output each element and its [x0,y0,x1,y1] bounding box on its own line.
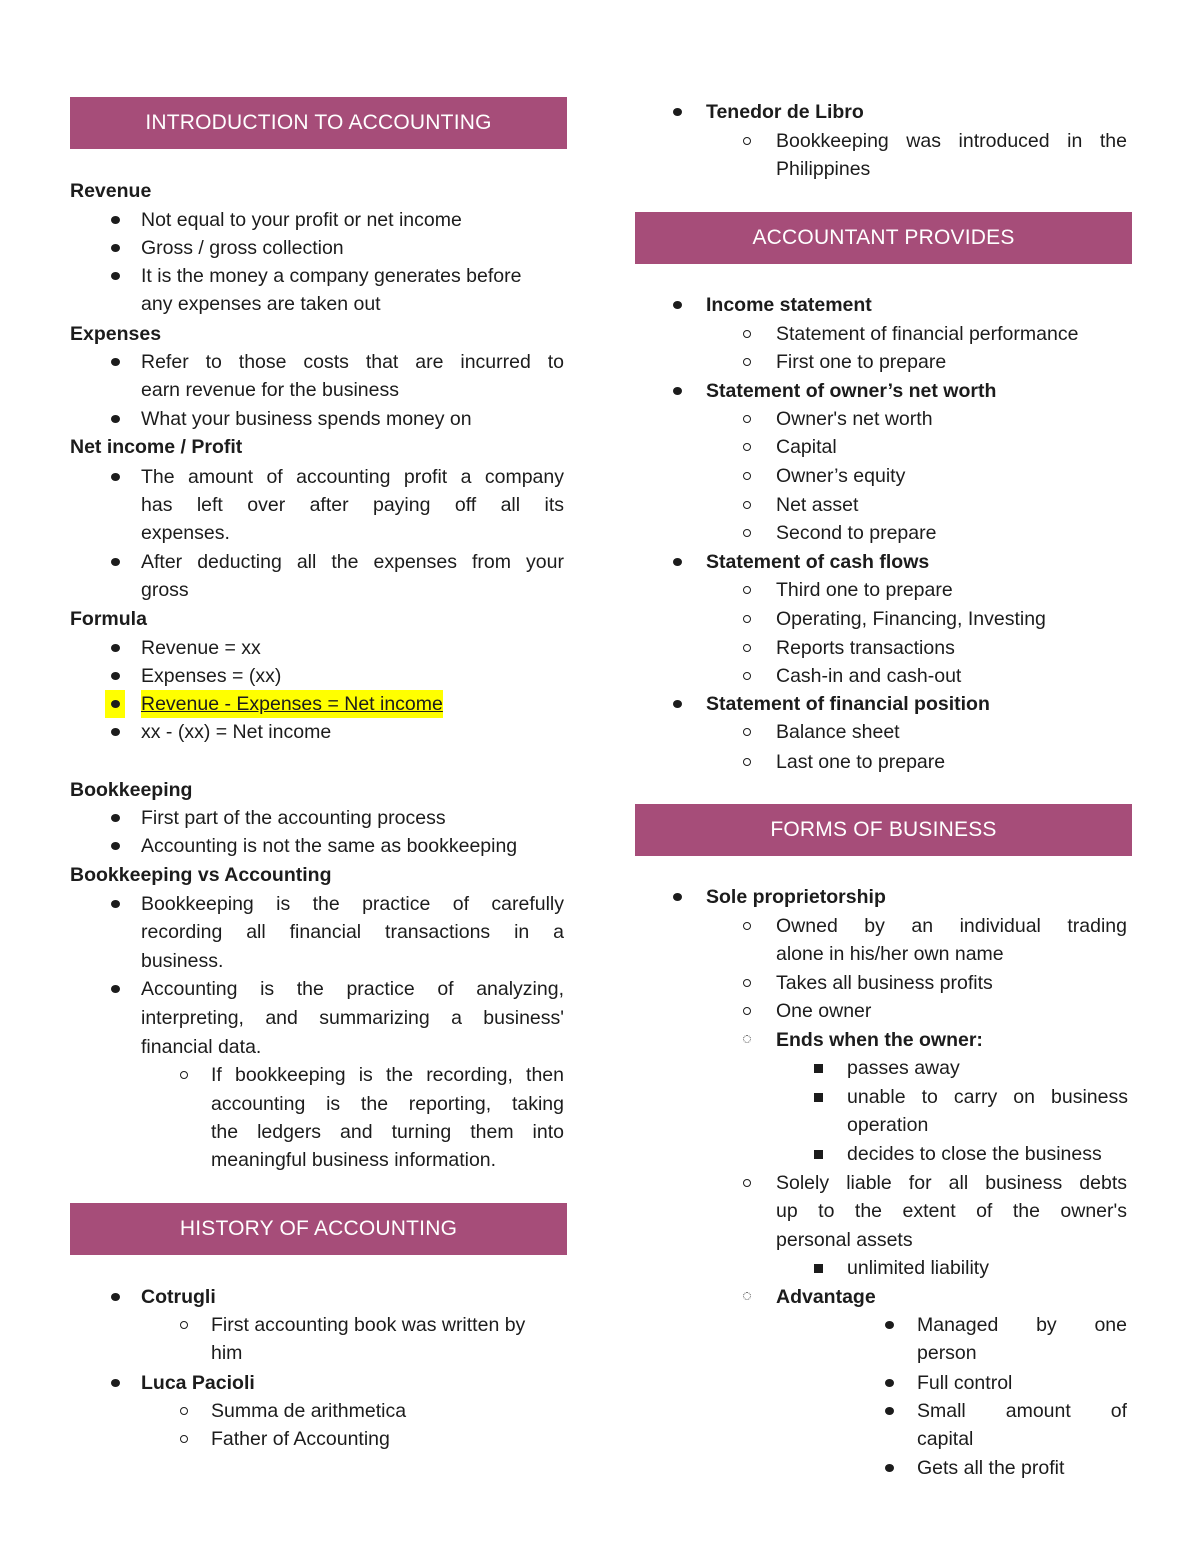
list-item: After deducting all the expenses from your [141,551,564,573]
highlighted-formula: Revenue - Expenses = Net income [141,690,443,718]
list-item: Accounting is the practice of analyzing, [141,978,564,1000]
list-item-continued: earn revenue for the business [141,379,399,401]
list-item: Bookkeeping is the practice of carefully [141,893,564,915]
bullet-icon [879,1369,899,1397]
sub-list-item: Balance sheet [776,721,900,743]
heading-bookkeeping: Bookkeeping [70,779,193,801]
sub-list-item: Capital [776,436,837,458]
section-banner-forms-of-business: FORMS OF BUSINESS [635,804,1132,856]
sub-list-item: Owned by an individual trading [776,915,1127,937]
sub-list-item: Cash-in and cash-out [776,665,962,687]
sub-list-item: Operating, Financing, Investing [776,608,1046,630]
bullet-icon [105,348,125,376]
circle-bullet-icon [737,969,757,997]
bullet-icon [667,690,687,718]
circle-bullet-icon [737,405,757,433]
list-item: xx - (xx) = Net income [141,721,332,743]
sub-list-item: Second to prepare [776,522,937,544]
sub-list-item: Statement of financial performance [776,323,1079,345]
bullet-icon [667,883,687,911]
bullet-icon [105,206,125,234]
list-item-heading: Statement of financial position [706,693,990,715]
circle-bullet-icon [737,348,757,376]
circle-bullet-icon [737,718,757,746]
sub-list-item: Takes all business profits [776,972,993,994]
section-banner-accountant-provides: ACCOUNTANT PROVIDES [635,212,1132,264]
circle-bullet-icon [737,576,757,604]
list-item: It is the money a company generates before [141,265,522,287]
heading-bookkeeping-vs-accounting: Bookkeeping vs Accounting [70,864,332,886]
sub-list-item: First one to prepare [776,351,947,373]
bullet-icon [667,377,687,405]
circle-bullet-icon [737,491,757,519]
sub-sub-list-item-continued: operation [847,1114,929,1136]
list-item-continued: financial data. [141,1036,262,1058]
sub-sub-list-item: unlimited liability [847,1257,989,1279]
bullet-icon [105,262,125,290]
circle-bullet-icon [174,1425,194,1453]
sub-sub-list-item: Full control [917,1372,1013,1394]
sub-list-item: First accounting book was written by [211,1314,526,1336]
sub-list-item: Net asset [776,494,859,516]
sub-list-item: Reports transactions [776,637,955,659]
list-item-heading: Income statement [706,294,872,316]
square-bullet-icon [808,1140,828,1168]
list-item-continued: any expenses are taken out [141,293,381,315]
section-banner-introduction: INTRODUCTION TO ACCOUNTING [70,97,567,149]
sub-sub-list-item-continued: capital [917,1428,974,1450]
bullet-icon [879,1311,899,1339]
sub-list-item-continued: the ledgers and turning them into [211,1121,564,1143]
list-item: Not equal to your profit or net income [141,209,462,231]
heading-revenue: Revenue [70,180,152,202]
list-item-heading: Sole proprietorship [706,886,886,908]
sub-list-heading: Ends when the owner: [776,1029,983,1051]
list-item-heading: Cotrugli [141,1286,216,1308]
circle-bullet-icon [737,748,757,776]
sub-list-item-continued: meaningful business information. [211,1149,497,1171]
sub-sub-list-item: Small amount of [917,1400,1127,1422]
list-item: Revenue = xx [141,637,261,659]
heading-expenses: Expenses [70,323,162,345]
bullet-icon [105,405,125,433]
sub-list-item-continued: accounting is the reporting, taking [211,1093,564,1115]
square-bullet-icon [808,1083,828,1111]
sub-list-item: Third one to prepare [776,579,953,601]
circle-bullet-icon [174,1061,194,1089]
list-item-heading: Statement of cash flows [706,551,930,573]
sub-list-item-continued: alone in his/her own name [776,943,1004,965]
list-item: Refer to those costs that are incurred to [141,351,564,373]
sub-sub-list-item: decides to close the business [847,1143,1102,1165]
circle-bullet-icon [174,1397,194,1425]
list-item-continued: expenses. [141,522,230,544]
bullet-icon [105,234,125,262]
sub-list-item-continued: him [211,1342,243,1364]
bullet-icon [105,1283,125,1311]
sub-list-item: Last one to prepare [776,751,946,773]
circle-bullet-icon [737,127,757,155]
bullet-icon [667,98,687,126]
sub-list-item: Summa de arithmetica [211,1400,407,1422]
list-item: The amount of accounting profit a company [141,466,564,488]
list-item-continued: recording all financial transactions in a [141,921,564,943]
bullet-icon [105,890,125,918]
sub-list-heading: Advantage [776,1286,876,1308]
list-item: Gross / gross collection [141,237,344,259]
square-bullet-icon [808,1254,828,1282]
heading-formula: Formula [70,608,147,630]
square-bullet-icon [808,1054,828,1082]
bullet-icon [879,1397,899,1425]
list-item: Accounting is not the same as bookkeeping [141,835,518,857]
list-item-continued: business. [141,950,224,972]
bullet-icon [105,634,125,662]
circle-bullet-icon [737,462,757,490]
circle-bullet-icon [737,662,757,690]
list-item: What your business spends money on [141,408,472,430]
bullet-icon [105,804,125,832]
bullet-icon [667,291,687,319]
sub-sub-list-item: passes away [847,1057,960,1079]
sub-sub-list-item: Managed by one [917,1314,1127,1336]
list-item-heading: Luca Pacioli [141,1372,255,1394]
bullet-icon [105,662,125,690]
list-item-heading: Statement of owner’s net worth [706,380,997,402]
sub-list-item: Solely liable for all business debts [776,1172,1127,1194]
circle-bullet-icon [737,605,757,633]
bullet-icon [667,548,687,576]
heading-net-income: Net income / Profit [70,436,243,458]
list-item-continued: interpreting, and summarizing a business' [141,1007,564,1029]
bullet-icon [105,690,125,718]
sub-list-item-continued: up to the extent of the owner's [776,1200,1127,1222]
sub-list-item: Father of Accounting [211,1428,390,1450]
section-banner-history: HISTORY OF ACCOUNTING [70,1203,567,1255]
circle-bullet-icon [737,519,757,547]
circle-bullet-icon [737,320,757,348]
sub-list-item: One owner [776,1000,872,1022]
list-item-continued: gross [141,579,189,601]
sub-list-item: Owner's net worth [776,408,933,430]
sub-list-item: Bookkeeping was introduced in the [776,130,1127,152]
list-item: Expenses = (xx) [141,665,282,687]
bullet-icon [105,548,125,576]
bullet-icon [105,718,125,746]
sub-list-item-continued: personal assets [776,1229,913,1251]
circle-bullet-icon [737,634,757,662]
bullet-icon [105,975,125,1003]
sub-list-item: Owner’s equity [776,465,906,487]
circle-bullet-icon [737,433,757,461]
bullet-icon [105,1369,125,1397]
circle-bullet-icon [737,997,757,1025]
sub-list-item-continued: Philippines [776,158,871,180]
sub-sub-list-item: unable to carry on business [847,1086,1128,1108]
sub-sub-list-item-continued: person [917,1342,977,1364]
list-item-continued: has left over after paying off all its [141,494,564,516]
dotted-bullet-icon [737,1026,757,1054]
bullet-icon [105,463,125,491]
circle-bullet-icon [737,1169,757,1197]
list-item: First part of the accounting process [141,807,446,829]
sub-sub-list-item: Gets all the profit [917,1457,1065,1479]
sub-list-item: If bookkeeping is the recording, then [211,1064,564,1086]
dotted-bullet-icon [737,1283,757,1311]
circle-bullet-icon [737,912,757,940]
bullet-icon [105,832,125,860]
circle-bullet-icon [174,1311,194,1339]
bullet-icon [879,1454,899,1482]
list-item-heading: Tenedor de Libro [706,101,864,123]
